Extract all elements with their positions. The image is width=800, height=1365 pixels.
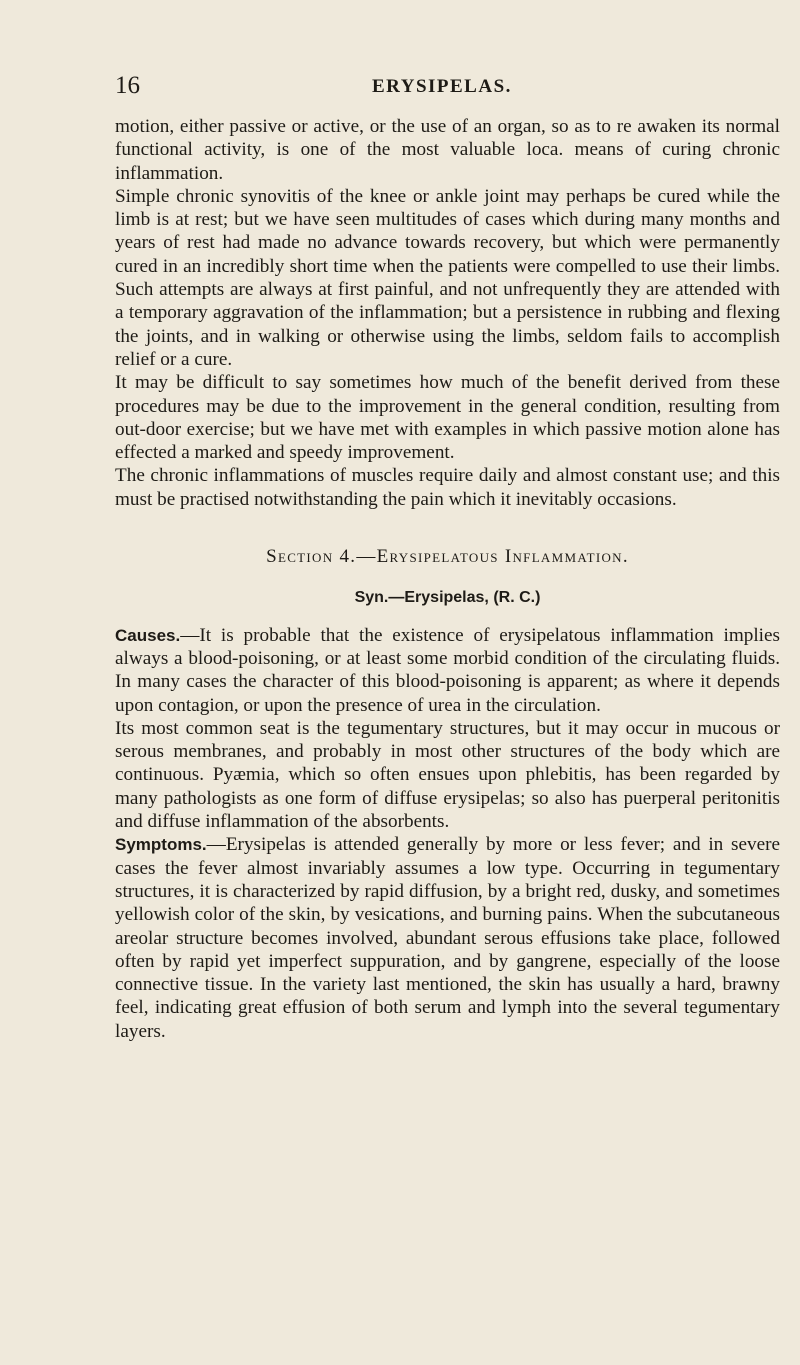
- body-text: [115, 115, 780, 1043]
- running-title: ERYSIPELAS.: [372, 76, 512, 97]
- synonym-line: Syn.—Erysipelas, (R. C.): [354, 589, 541, 607]
- paragraph-symptoms: [115, 833, 780, 1043]
- symptoms-label: Symptoms.: [115, 835, 207, 855]
- page-number: 16: [115, 72, 140, 99]
- causes-label: Causes.: [115, 625, 181, 645]
- paragraph-seat: Its most common seat is the tegumentary structures, but it may occur in mucous or serous membranes, and probably in most other structures of the body which are continuous. Pyæmia, which so often ensues upon phlebitis, has been regarded by many pathologists as one form of diffuse erysipelas; so also has puerperal peritonitis and diffuse inflammation of the absorbents.: [115, 717, 780, 833]
- paragraph-motion: motion, either passive or active, or the use of an organ, so as to re awaken its normal functional activity, is one of the most valuable loca. means of curing chronic inflammation.: [115, 116, 780, 184]
- paragraph-synovitis: Simple chronic synovitis of the knee or ankle joint may perhaps be cured while the limb is at rest; but we have seen multitudes of cases which during many months and years of rest had made no advance towards recovery, but which were permanently cured in an incredibly short time when the patients were compelled to use their limbs. Such attempts are always at first painful, and not unfrequently they are attended with a temporary aggravation of the inflammation; but a persistence in rubbing and flexing the joints, and in walking or otherwise using the limbs, seldom fails to accomplish relief or a cure.: [115, 185, 780, 370]
- paragraph-muscles: The chronic inflammations of muscles require daily and almost constant use; and this must be practised notwithstanding the pain which it inevitably occasions.: [115, 465, 780, 510]
- running-head: [115, 72, 775, 102]
- causes-text: —It is probable that the existence of erysipelatous inflammation implies always a blood-poisoning, or at least some morbid condition of the circulating fluids. In many cases the character of this blood-poisoning is apparent; as where it depends upon contagion, or upon the presence of urea in the circulation.: [115, 624, 780, 716]
- paragraph-causes: [115, 624, 780, 717]
- section-heading: Section 4.—Erysipelatous Inflammation.: [266, 546, 629, 568]
- symptoms-text: —Erysipelas is attended generally by more or less fever; and in severe cases the fever almost invariably assumes a low type. Occurring in tegumentary structures, it is characterized by rapid diffusion, by a bright red, dusky, and sometimes yellowish color of the skin, by vesications, and burning pains. When the subcutaneous areolar structure becomes involved, abundant serous effusions take place, followed often by rapid yet imperfect suppuration, and by gangrene, especially of the loose connective tissue. In the variety last mentioned, the skin has usually a hard, brawny feel, indicating great effusion of both serum and lymph into the several tegumentary layers.: [115, 834, 780, 1042]
- paragraph-benefit: It may be difficult to say sometimes how much of the benefit derived from these procedures may be due to the improvement in the general condition, resulting from out-door exercise; but we have met with examples in which passive motion alone has effected a marked and speedy improvement.: [115, 372, 780, 464]
